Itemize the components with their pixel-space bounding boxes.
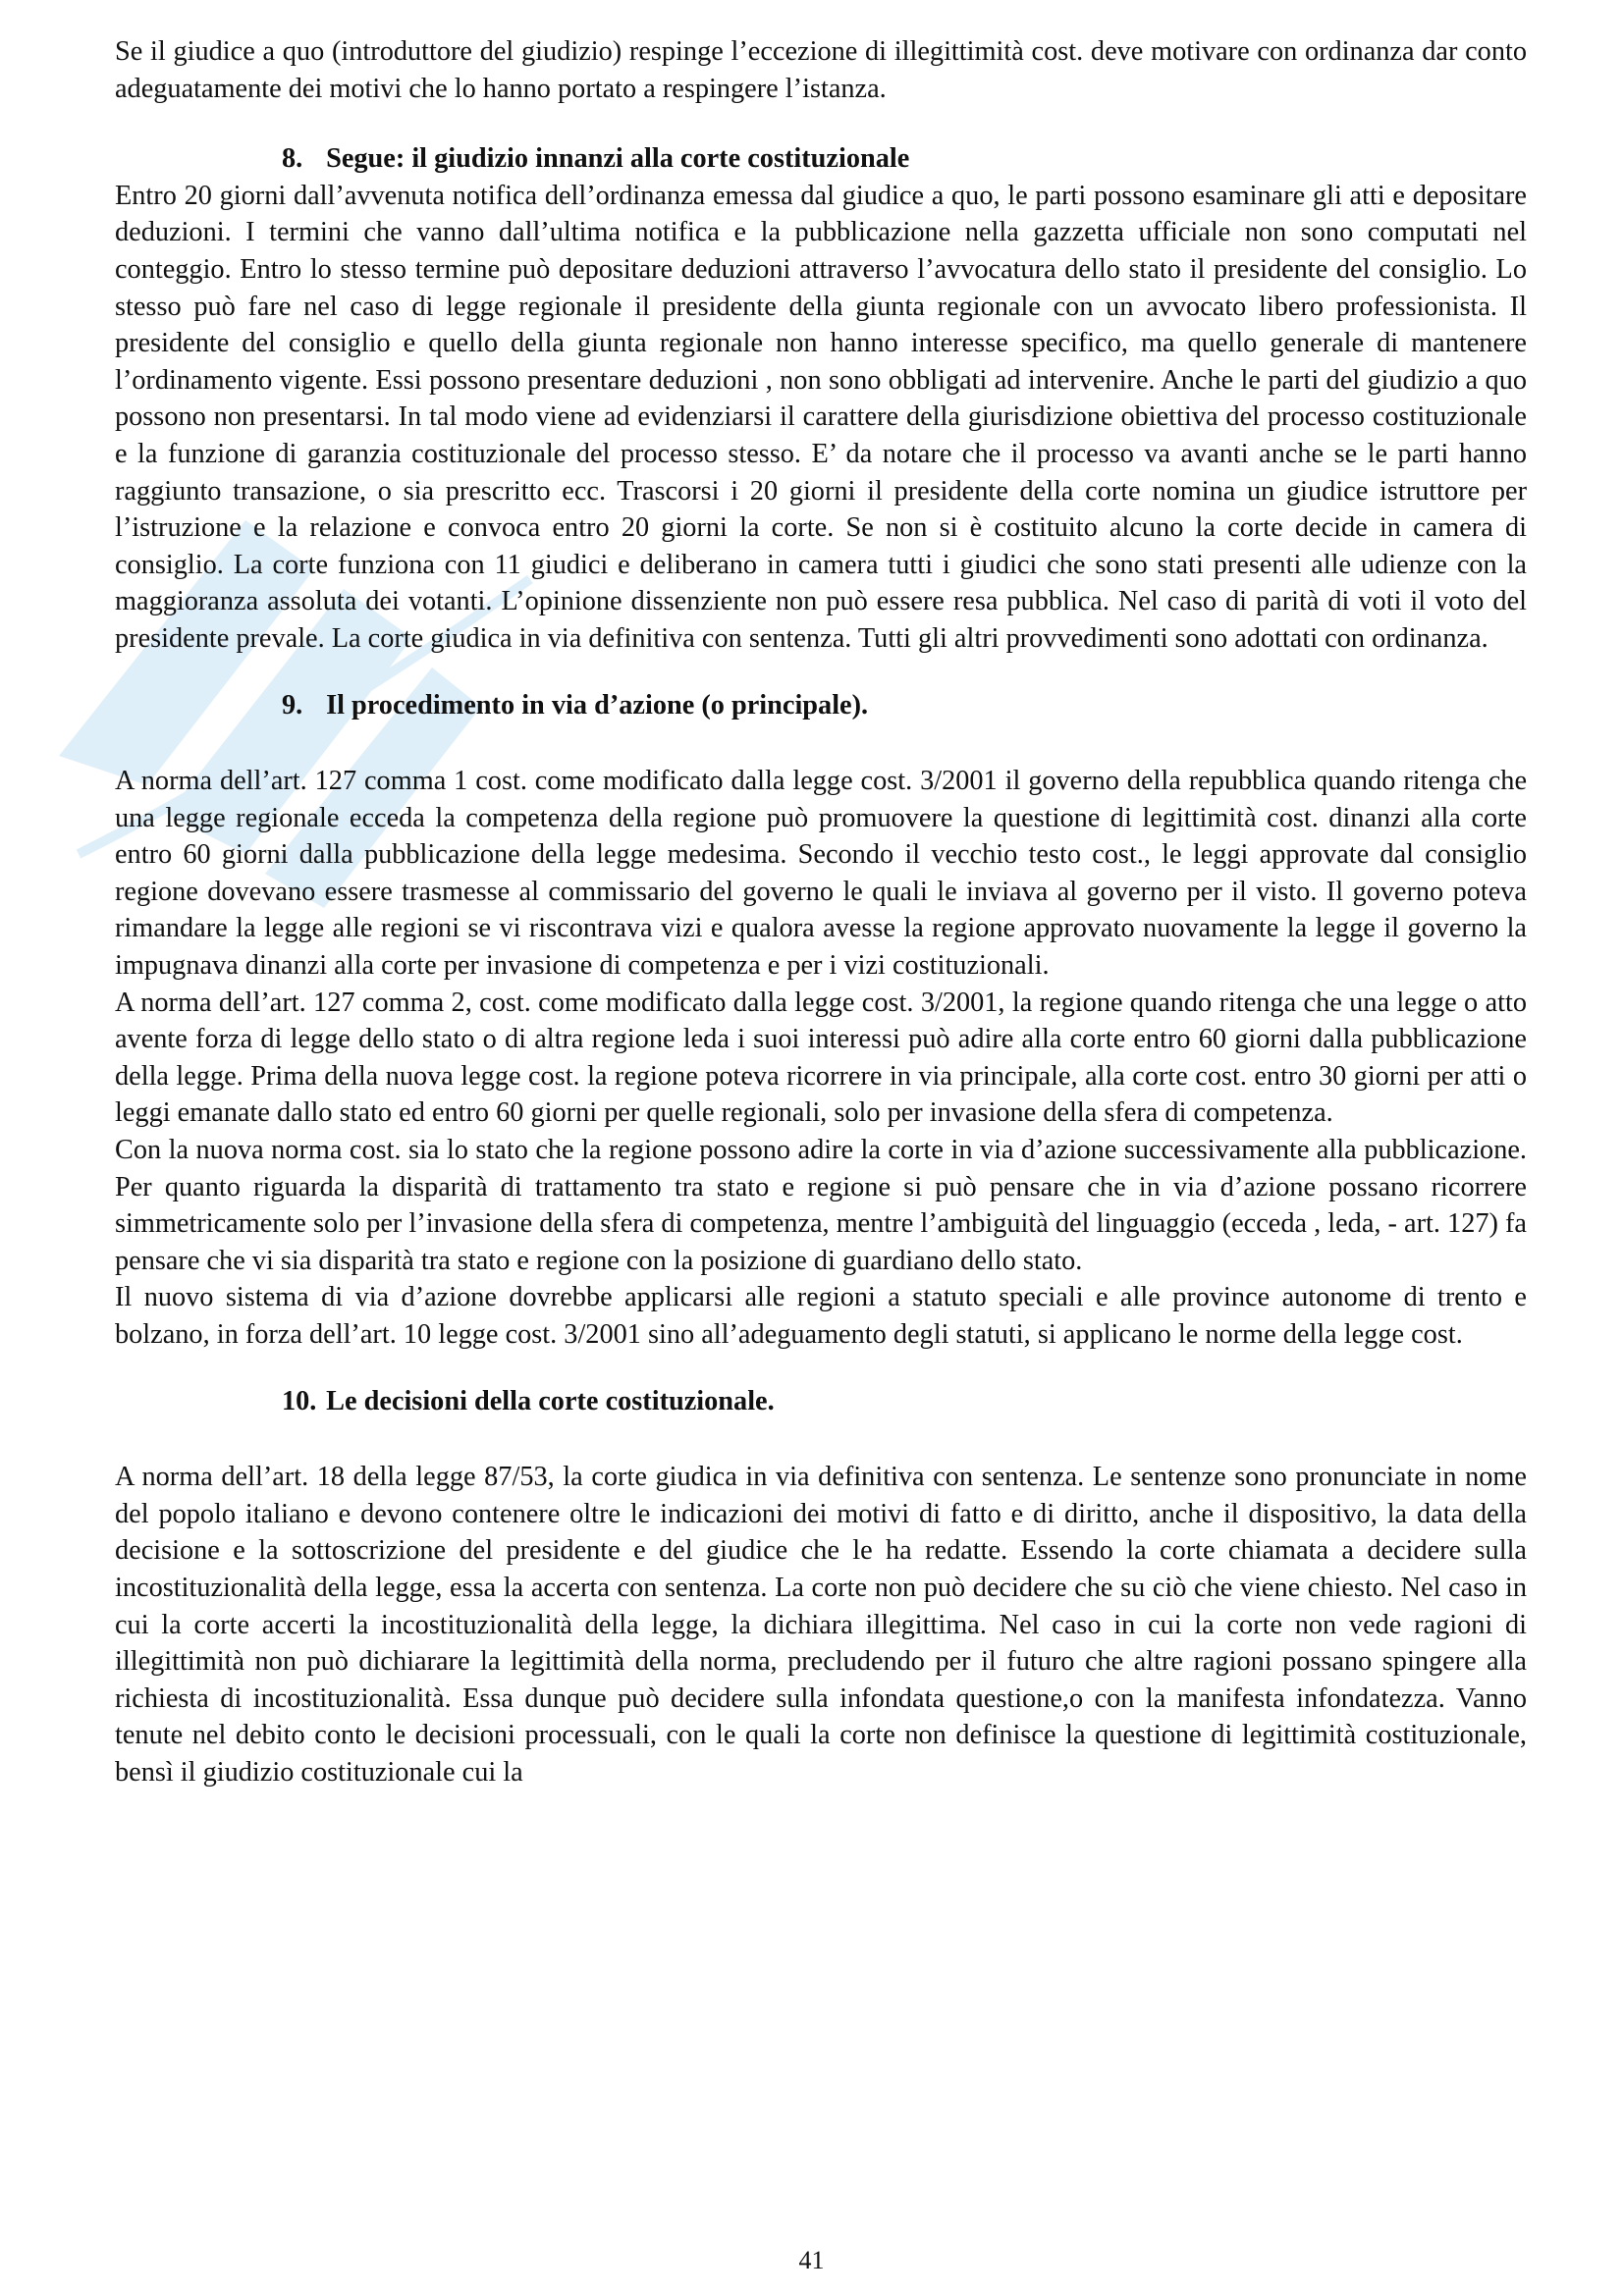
section-9-paragraph-3: Con la nuova norma cost. sia lo stato che la regione possono adire la corte in via d’azione successivamente alla pubblicazione. Per quanto riguarda la disparità di trattamento tra stato e regione si può pensare che in via d’azione possano ricorrere simmetricamente solo per l’invasione della sfera di competenza, mentre l’ambiguità del linguaggio (ecceda , leda, - art. 127) fa pensare che vi sia disparità tra stato e regione con la posizione di guardiano dello stato. — [115, 1135, 1527, 1276]
section-10-paragraph: A norma dell’art. 18 della legge 87/53, la corte giudica in via definitiva con sentenza. Le sentenze sono pronunciate in nome del popolo italiano e devono contenere oltre le indicazioni dei motivi di fatto e di diritto, anche il dispositivo, la data della decisione e la sottoscrizione del presidente e del giudice che le ha redatte. Essendo la corte chiamata a decidere sulla incostituzionalità della legge, essa la accerta con sentenza. La corte non può decidere che su ciò che viene chiesto. Nel caso in cui la corte accerti la incostituzionalità della legge, la dichiara illegittima. Nel caso in cui la corte non vede ragioni di illegittimità non può dichiarare la legittimità della norma, precludendo per il futuro che altre ragioni possano spingere alla richiesta di incostituzionalità. Essa dunque può decidere sulla infondata questione,o con la manifesta infondatezza. Vanno tenute nel debito conto le decisioni processuali, con le quali la corte non definisce la questione di legittimità costituzionale, bensì il giudizio costituzionale cui la — [115, 1462, 1527, 1788]
page-number: 41 — [798, 2246, 825, 2274]
section-number: 8. — [282, 143, 303, 175]
section-title: Le decisioni della corte costituzionale. — [326, 1385, 775, 1416]
section-heading-8 — [115, 140, 1527, 178]
section-number: 9. — [282, 689, 303, 721]
section-title: Il procedimento in via d’azione (o principale). — [326, 689, 869, 721]
intro-paragraph: Se il giudice a quo (introduttore del giudizio) respinge l’eccezione di illegittimità cost. deve motivare con ordinanza dar conto adeguatamente dei motivi che lo hanno portato a respingere l’istanza. — [115, 36, 1527, 104]
section-9-paragraph-1: A norma dell’art. 127 comma 1 cost. come modificato dalla legge cost. 3/2001 il governo della repubblica quando ritenga che una legge regionale ecceda la competenza della regione può promuovere la questione di legittimità cost. dinanzi alla corte entro 60 giorni dalla pubblicazione della legge medesima. Secondo il vecchio testo cost., le leggi approvate dal consiglio regione dovevano essere trasmesse al commissario del governo le quali le inviava al governo per il visto. Il governo poteva rimandare la legge alle regioni se vi riscontrava vizi e qualora avesse la regione approvato nuovamente la legge il governo la impugnava dinanzi alla corte per invasione di competenza e per i vizi costituzionali. — [115, 766, 1527, 982]
section-heading-9 — [115, 687, 1527, 724]
section-9-paragraph-4: Il nuovo sistema di via d’azione dovrebbe applicarsi alle regioni a statuto speciali e alle province autonome di trento e bolzano, in forza dell’art. 10 legge cost. 3/2001 sino all’adeguamento degli statuti, si applicano le norme della legge cost. — [115, 1282, 1527, 1350]
section-heading-10 — [115, 1383, 1527, 1420]
section-number: 10. — [282, 1385, 317, 1416]
section-8-paragraph: Entro 20 giorni dall’avvenuta notifica dell’ordinanza emessa dal giudice a quo, le parti possono esaminare gli atti e depositare deduzioni. I termini che vanno dall’ultima notifica e la pubblicazione nella gazzetta ufficiale non sono computati nel conteggio. Entro lo stesso termine può depositare deduzioni attraverso l’avvocatura dello stato il presidente del consiglio. Lo stesso può fare nel caso di legge regionale il presidente della giunta regionale con un avvocato libero professionista. Il presidente del consiglio e quello della giunta regionale non hanno interesse specifico, ma quello generale di mantenere l’ordinamento vigente. Essi possono presentare deduzioni , non sono obbligati ad intervenire. Anche le parti del giudizio a quo possono non presentarsi. In tal modo viene ad evidenziarsi il carattere della giurisdizione obiettiva del processo costituzionale e la funzione di garanzia costituzionale del processo stesso. E’ da notare che il processo va avanti anche se le parti hanno raggiunto transazione, o sia prescritto ecc. Trascorsi i 20 giorni il presidente della corte nomina un giudice istruttore per l’istruzione e la relazione e convoca entro 20 giorni la corte. Se non si è costituito alcuno la corte decide in camera di consiglio. La corte funziona con 11 giudici e deliberano in camera tutti i giudici che sono stati presenti alle udienze con la maggioranza assoluta dei votanti. L’opinione dissenziente non può essere resa pubblica. Nel caso di parità di voti il voto del presidente prevale. La corte giudica in via definitiva con sentenza. Tutti gli altri provvedimenti sono adottati con ordinanza. — [115, 180, 1527, 654]
section-9-paragraph-2: A norma dell’art. 127 comma 2, cost. come modificato dalla legge cost. 3/2001, la regione quando ritenga che una legge o atto avente forza di legge dello stato o di altra regione leda i suoi interessi può adire alla corte entro 60 giorni dalla pubblicazione della legge. Prima della nuova legge cost. la regione poteva ricorrere in via principale, alla corte cost. entro 30 giorni per atti o leggi emanate dallo stato ed entro 60 giorni per quelle regionali, solo per invasione della sfera di competenza. — [115, 987, 1527, 1129]
document-body — [115, 33, 1527, 1791]
section-title: Segue: il giudizio innanzi alla corte costituzionale — [326, 143, 910, 175]
